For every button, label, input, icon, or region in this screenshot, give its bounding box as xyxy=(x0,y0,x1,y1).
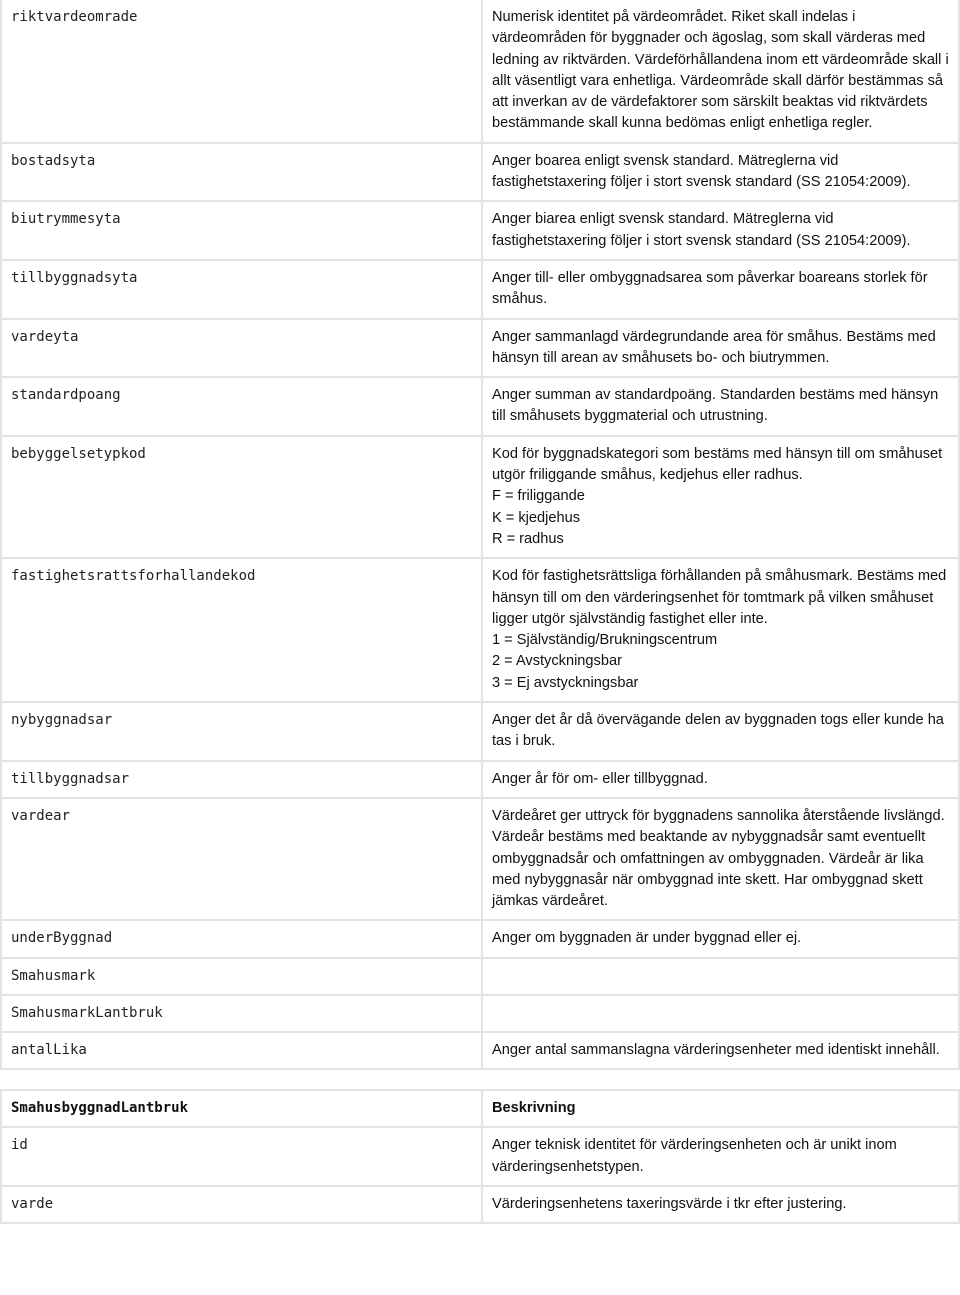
description-line: R = radhus xyxy=(492,530,564,547)
attribute-description xyxy=(482,995,959,1032)
header-description: Beskrivning xyxy=(482,1090,959,1127)
attribute-name: SmahusmarkLantbruk xyxy=(1,995,482,1032)
header-attribute-name: SmahusbyggnadLantbruk xyxy=(1,1090,482,1127)
table-row xyxy=(1,377,959,436)
table-row xyxy=(1,702,959,761)
description-line: Anger teknisk identitet för värderingsenheten och är unikt inom värderingsenhetstypen. xyxy=(492,1137,897,1175)
table-row xyxy=(1,1127,959,1186)
table-row xyxy=(1,436,959,558)
attribute-name: antalLika xyxy=(1,1032,482,1069)
table-row xyxy=(1,798,959,920)
table-row xyxy=(1,143,959,202)
attribute-description xyxy=(482,702,959,761)
table-row xyxy=(1,958,959,995)
attribute-description xyxy=(482,260,959,319)
description-line: 2 = Avstyckningsbar xyxy=(492,653,622,670)
attribute-name: biutrymmesyta xyxy=(1,201,482,260)
description-line: Anger antal sammanslagna värderingsenheter med identiskt innehåll. xyxy=(492,1041,940,1058)
attribute-description xyxy=(482,798,959,920)
attribute-table-body xyxy=(1,0,959,1069)
attribute-name: Smahusmark xyxy=(1,958,482,995)
table-row xyxy=(1,260,959,319)
smahusbyggnad-lantbruk-table xyxy=(0,1089,960,1224)
description-line: Anger till- eller ombyggnadsarea som påverkar boareans storlek för småhus. xyxy=(492,269,928,308)
description-line: Kod för fastighetsrättsliga förhållanden på småhusmark. Bestäms med hänsyn till om den värderingsenhet för tomtmark på vilken småhuset ligger utgör självständig fastighet eller inte. xyxy=(492,568,947,627)
table-row xyxy=(1,0,959,143)
attribute-description xyxy=(482,201,959,260)
description-line: Anger biarea enligt svensk standard. Mätreglerna vid fastighetstaxering följer i stort svensk standard (SS 21054:2009). xyxy=(492,211,911,249)
table-header-row xyxy=(1,1090,959,1127)
description-line: F = friliggande xyxy=(492,488,585,505)
attribute-name: nybyggnadsar xyxy=(1,702,482,761)
attribute-name: fastighetsrattsforhallandekod xyxy=(1,558,482,702)
description-line: Anger om byggnaden är under byggnad eller ej. xyxy=(492,930,802,947)
attribute-name: bebyggelsetypkod xyxy=(1,436,482,558)
table-row xyxy=(1,558,959,702)
attribute-description xyxy=(482,319,959,378)
description-line: Värderingsenhetens taxeringsvärde i tkr efter justering. xyxy=(492,1195,847,1212)
attribute-name: vardeyta xyxy=(1,319,482,378)
attribute-description xyxy=(482,761,959,798)
attribute-description xyxy=(482,920,959,957)
attribute-description xyxy=(482,143,959,202)
table-row xyxy=(1,201,959,260)
description-line: Numerisk identitet på värdeområdet. Riket skall indelas i värdeområden för byggnader och ägoslag, som skall värderas med ledning av riktvärden. Värdeförhållandena inom ett värdeområde skall i allt väsentligt vara enhetliga. Värdeområde skall därför bestämmas så att inverkan av de värdefaktorer som särskilt beaktas vid riktvärdets bestämmande skall kunna bedömas enligt enhetliga regler. xyxy=(492,9,949,132)
table-row xyxy=(1,920,959,957)
attribute-name: tillbyggnadsyta xyxy=(1,260,482,319)
table-row xyxy=(1,995,959,1032)
attribute-name: vardear xyxy=(1,798,482,920)
description-line: Värdeåret ger uttryck för byggnadens sannolika återstående livslängd. Värdeår bestäms med beaktande av nybyggnadsår samt eventuellt ombyggnadsår och omfattningen av ombyggnaden. Värdeår är lika med nybyggnasår när ombyggnad inte skett. Har ombyggnad skett jämkas värdeåret. xyxy=(492,807,945,910)
attribute-name: underByggnad xyxy=(1,920,482,957)
table-row xyxy=(1,1032,959,1069)
attribute-name: riktvardeomrade xyxy=(1,0,482,143)
description-line: Anger det år då övervägande delen av byggnaden togs eller kunde ha tas i bruk. xyxy=(492,712,944,750)
attribute-description xyxy=(482,436,959,558)
attribute-description xyxy=(482,958,959,995)
description-line: Anger boarea enligt svensk standard. Mätreglerna vid fastighetstaxering följer i stort svensk standard (SS 21054:2009). xyxy=(492,152,911,191)
attribute-description xyxy=(482,1127,959,1186)
attribute-description xyxy=(482,558,959,702)
attribute-name: bostadsyta xyxy=(1,143,482,202)
smahusbyggnad-lantbruk-table-body xyxy=(1,1090,959,1223)
attribute-description xyxy=(482,1186,959,1223)
attribute-description xyxy=(482,0,959,143)
description-line: Anger summan av standardpoäng. Standarden bestäms med hänsyn till småhusets byggmaterial och utrustning. xyxy=(492,387,939,425)
table-row xyxy=(1,761,959,798)
attribute-description xyxy=(482,1032,959,1069)
table-row xyxy=(1,1186,959,1223)
description-line: 1 = Självständig/Brukningscentrum xyxy=(492,632,718,649)
description-line: 3 = Ej avstyckningsbar xyxy=(492,674,639,691)
description-line: Anger sammanlagd värdegrundande area för småhus. Bestäms med hänsyn till arean av småhusets bo- och biutrymmen. xyxy=(492,328,936,366)
description-line: Kod för byggnadskategori som bestäms med hänsyn till om småhuset utgör friliggande småhus, kedjehus eller radhus. xyxy=(492,445,943,484)
attribute-description xyxy=(482,377,959,436)
description-line: Anger år för om- eller tillbyggnad. xyxy=(492,770,708,787)
description-line: K = kjedjehus xyxy=(492,509,581,526)
attribute-name: id xyxy=(1,1127,482,1186)
attribute-name: tillbyggnadsar xyxy=(1,761,482,798)
attribute-name: standardpoang xyxy=(1,377,482,436)
attribute-name: varde xyxy=(1,1186,482,1223)
table-row xyxy=(1,319,959,378)
